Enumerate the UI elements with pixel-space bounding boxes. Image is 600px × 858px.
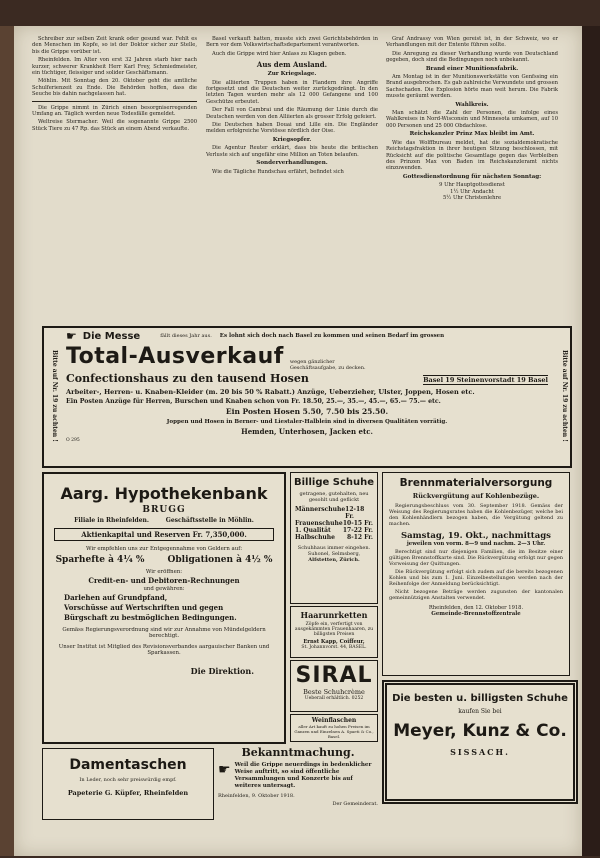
section-heading-ausland: Aus dem Ausland. (256, 60, 328, 70)
ad-siral (290, 660, 378, 712)
bank-text: Wir eröffnen: (145, 569, 183, 575)
shoes-footer: Alfstetten, Zürich. (308, 557, 360, 563)
ad-subtitle: Confectionshaus zu den tausend Hosen (66, 372, 309, 385)
divider (32, 101, 197, 102)
bank-service: Bürgschaft zu bestmöglichen Bedingungen. (64, 613, 237, 622)
news-column-2 (206, 36, 378, 326)
article-paragraph: Graf Andrassy von Wien gereist ist, in der Schweiz, wo er Verhandlungen mit der Entente führen sollte. (386, 36, 558, 49)
meyer-name: Meyer, Kunz & Co. (393, 721, 567, 741)
subheading: Zur Kriegslage. (267, 71, 317, 78)
fuel-signature: Gemeinde-Brennstoffzentrale (431, 611, 521, 617)
article-paragraph: Wie das Wolffbureau meldet, hat die sozialdemokratische Reichstagsfraktion in ihrer heutigen Sitzung beschlossen, mit Rücksicht auf die politische Gesamtlage gegen das Verbleiben des Prinzen Max von Baden im Reichskanzleramt nichts einzuwenden. (386, 139, 558, 172)
bank-text: Gemäss Regierungsverordnung sind wir zur Annahme von Mündelgeldern berechtigt. (62, 627, 266, 639)
ad-brennmaterial (382, 472, 570, 676)
book-spine (0, 26, 14, 856)
pointing-hand-icon: ☛ (66, 329, 77, 343)
subheading: Sonderverhandlungen. (256, 160, 328, 167)
fuel-title: Brennmaterialversorgung (399, 477, 553, 489)
siral-availability: Ueberall erhältlich. 0252 (304, 696, 364, 701)
shoes-price-row: Frauenschuhe 10-15 Fr. (295, 520, 373, 527)
ad-side-label: Bitte auf Nr. 19 zu achten ! (51, 350, 58, 442)
bank-signature: Die Direktion. (190, 666, 254, 676)
ad-weinflaschen (290, 714, 378, 742)
subheading: Wahlkreis. (455, 101, 489, 108)
ad-haarketten (290, 606, 378, 658)
shoes-price-row: Halbschuhe 8-12 Fr. (295, 534, 373, 541)
bank-capital: Aktienkapital und Reserven Fr. 7,350,000. (54, 528, 274, 541)
ad-note: Es lohnt sich doch nach Basel zu kommen und seinen Bedarf im grossen (219, 333, 445, 339)
notice-bekanntmachung (218, 746, 378, 836)
shoes-price-list (295, 506, 373, 541)
shoes-title: Billige Schuhe (293, 477, 375, 488)
bank-text: Unser Institut ist Mitglied des Revisionsverbandes aargauischer Banken und Sparkassen. (58, 644, 270, 656)
fuel-paragraph: Regierungsbeschluss vom 30. September 1918. Gemäss der Weisung des Regierungsrates haben die Kohlenbezüger, welche bei den Kohlenhändlern bezogen haben, die Vergütung geltend zu machen. (389, 503, 563, 527)
hair-title: Haarunrketten (300, 610, 368, 620)
ad-address: Basel 19 Steinenvorstadt 19 Basel (423, 376, 548, 384)
service-item: 9 Uhr Hauptgottesdienst (439, 182, 505, 189)
meyer-city: SISSACH. (450, 747, 510, 757)
article-paragraph: Möhlin. Mit Sonntag den 20. Oktober geht die amtliche Schulferienzeit zu Ende. Die Behörden hoffen, dass die Seuche bis dahin nachgelassen hat. (32, 78, 197, 98)
siral-tagline: Beste Schuhcrème (303, 688, 365, 696)
ad-damentaschen (42, 748, 214, 820)
shoes-price-row: Männerschuhe 12-18 Fr. (295, 506, 365, 520)
damen-title: Damentaschen (69, 757, 187, 773)
fuel-paragraph: Nicht bezogene Beträge werden zugunsten der kantonalen gemeinnützigen Anstalten verwendet. (389, 589, 563, 601)
bank-offer: Sparhefte à 4¼ % (55, 555, 145, 565)
ad-note: fällt dieses Jahr aus. (160, 333, 212, 339)
notice-title: Bekanntmachung. (241, 746, 355, 759)
article-paragraph: Die alliierten Truppen haben in Flandern ihre Angriffe fortgesetzt und die Deutschen weiter zurückgedrängt. In den letzten Tagen wurden mehr als 12 000 Gefangene und 100 Geschütze erbeutet. (206, 79, 378, 105)
article-paragraph: Der Fall von Cambrai und die Räumung der Linie durch die Deutschen werden von den Alliierten als grosser Erfolg gefeiert. (206, 107, 378, 120)
meyer-subline: kaufen Sie bei (458, 708, 502, 715)
fuel-paragraph: Die Rückvergütung erfolgt sich zudem auf die bereits bezogenen Kohlen und bis zum 1. Juni. Einzelbestellungen werden nach der Reihenfolge der Anmeldung berücksichtigt. (389, 569, 563, 587)
article-paragraph: Die Deutschen haben Douai und Lille ein. Die Engländer melden erfolgreiche Vorstösse nördlich der Oise. (206, 122, 378, 135)
shoes-price-row: 1. Qualität 17-22 Fr. (295, 527, 373, 534)
bank-branches: Filiale in Rheinfelden. Geschäftsstelle in Möhlin. (74, 517, 254, 524)
article-paragraph: Die Anregung zu dieser Verhandlung wurde von Deutschland gegeben, doch sind die Bedingungen noch unbekannt. (386, 50, 558, 64)
shoes-note: getragene, gutehalten, neu gesohlt und geflickt (299, 491, 369, 503)
subheading: Gottesdienstordnung für nächsten Sonntag: (402, 173, 542, 180)
fuel-date: Samstag, 19. Okt., nachmittags (401, 531, 551, 541)
fuel-subtitle: Rückvergütung auf Kohlenbezüge. (412, 492, 540, 500)
ad-side-label: Bitte auf Nr. 19 zu achten ! (561, 350, 568, 442)
wine-body: aller Art kauft zu hohen Preisen im Ganzen und Einzelnen A. Spaeti & Co., Basel. (294, 724, 374, 739)
ad-code: O 295 (66, 438, 80, 443)
ad-total-ausverkauf (42, 326, 572, 468)
article-paragraph: Auch die Grippe wird hier Anlass zu Klagen geben. (212, 50, 347, 57)
bank-text: und gewähren: (143, 586, 185, 592)
ad-billige-schuhe (290, 472, 378, 604)
fuel-body (389, 503, 563, 529)
siral-brand: SIRAL (295, 663, 373, 688)
hair-name: Ernst Kapp, Coiffeur, (303, 639, 365, 645)
ad-line: Ein Posten Anzüge für Herren, Burschen und Knaben schon von Fr. 18.50, 25.—, 35.—, 45.—, 65.— 75.— etc. (66, 398, 441, 405)
shoes-footer: Schuhhaus immer eingehen. (297, 545, 371, 551)
fuel-hours: jeweilen von vorm. 8—9 und nachm. 2—3 Uhr. (406, 541, 546, 547)
ad-note: wegen gänzlicher Geschäftsaufgabe, zu decken. (289, 359, 366, 371)
notice-place: Rheinfelden, 9. Oktober 1918. (218, 793, 295, 799)
service-item: 5½ Uhr Christenlehre (442, 194, 502, 201)
ad-line: Joppen und Hosen in Berner- und Liestaler-Halblein sind in diversen Qualitäten vorrätig. (166, 419, 448, 425)
subheading: Brand einer Munitionsfabrik. (425, 65, 519, 72)
article-paragraph: Rheinfelden. Im Alter von erst 32 Jahren starb hier nach kurzer, schwerer Krankheit Herr Karl Frey, Schmiedmeister, ein tüchtiger, fleissiger und solider Geschäftsmann. (32, 57, 197, 77)
article-paragraph: Basel verkauft hatten, musste sich zwei Gerichtsbehörden in Bern vor dem Volkswirtschaftsdepartement verantworten. (206, 36, 378, 49)
wine-title: Weinflaschen (311, 717, 357, 724)
hair-body: Zöpfe ein, verfertigt von ausgekämmten Frauenhaaren, zu billigsten Preisen (294, 622, 374, 637)
damen-body: In Leder, noch sehr preiswürdig empf. (79, 777, 177, 783)
notice-signature: Der Gemeinderat. (332, 801, 378, 807)
newspaper-page (14, 26, 582, 856)
bank-service: Credit-en- und Debitoren-Rechnungen (88, 576, 240, 585)
ad-line: Hemden, Unterhosen, Jacken etc. (241, 427, 373, 436)
damen-shop: Papeterie G. Küpfer, Rheinfelden (67, 789, 189, 797)
ad-intro: Die Messe (82, 330, 141, 342)
news-column-3 (386, 36, 558, 326)
news-column-1 (32, 36, 197, 326)
ad-line: Ein Posten Hosen 5.50, 7.50 bis 25.50. (225, 407, 389, 416)
subheading: Kriegsopfer. (272, 136, 312, 143)
article-paragraph: Die Agentur Reuter erklärt, dass bis heute die britischen Verluste sich auf ungefähr eine Million an Toten belaufen. (206, 145, 378, 158)
hair-street: St. Johannvorst. 44, BASEL. (301, 645, 367, 650)
article-paragraph: Die Grippe nimmt in Zürich einen besorgniserregenden Umfang an. Täglich werden neue Todesfälle gemeldet. (32, 104, 197, 118)
pointing-hand-icon: ☛ (218, 762, 231, 778)
article-paragraph: Schreiber zur selben Zeit krank oder gesund war. Fehlt es den Menschen im Kopfe, so ist der Doktor sicher zur Stelle, bis die Grippe vorüber ist. (32, 36, 197, 55)
notice-body: Weil die Grippe neuerdings in bedenklicher Weise auftritt, so sind öffentliche Versammlungen und Konzerte bis auf weiteres untersagt. (234, 762, 372, 789)
article-paragraph: Am Montag ist in der Munitionswerkstätte von Genfssing ein Brand ausgebrochen. Es gab zahlreiche Verwundete und grossen Sachschaden. Die Explosion hörte man weit herum. Die Fabrik musste geräumt werden. (386, 74, 558, 100)
fuel-place: Rheinfelden, den 12. Oktober 1918. (428, 605, 524, 611)
ad-title: Total-Ausverkauf (66, 344, 284, 369)
bank-city: BRUGG (142, 505, 186, 515)
fuel-paragraph: Berechtigt sind nur diejenigen Familien, die im Besitze einer gültigen Brennstoffkarte sind. Die Rückvergütung erfolgt nur gegen Vorweisung der Quittungen. (389, 549, 563, 567)
service-item: 1½ Uhr Andacht (450, 188, 494, 195)
subheading: Reichskanzler Prinz Max bleibt im Amt. (409, 131, 535, 138)
article-paragraph: Wie die Tägliche Rundschau erfährt, befindet sich (212, 168, 344, 175)
bank-name: Aarg. Hypothekenbank (60, 484, 268, 503)
page-edge (582, 26, 600, 856)
ad-hypothekenbank (42, 472, 286, 744)
bank-service: Vorschüsse auf Wertschriften und gegen (64, 603, 224, 612)
article-paragraph: Weltreise Stermacher. Weil die sogenannte Grippe 2500 Stück Tiere zu 47 Rp. das Stück an einem Abend verkaufte. (32, 119, 197, 132)
article-paragraph: Man schätzt die Zahl der Personen, die infolge eines Wahlkreises in Nord-Wisconsin und Minnesota umkamen, auf 10 000 Personen und 25 000 Obdachlose. (386, 110, 558, 129)
meyer-headline: Die besten u. billigsten Schuhe (392, 693, 568, 704)
fuel-body (389, 549, 563, 603)
ad-line: Arbeiter-, Herren- u. Knaben-Kleider (m. 20 bis 50 % Rabatt.) Anzüge, Ueberzieher, Ulster, Joppen, Hosen etc. (66, 388, 475, 396)
bank-offer: Obligationen à 4½ % (167, 555, 273, 565)
ad-meyer-kunz (382, 680, 578, 804)
bank-text: Wir empfehlen uns zur Entgegennahme von Geldern auf: (85, 546, 243, 552)
shoes-footer: Suhonel, Selmsberg, (307, 551, 361, 557)
bank-service: Darlehen auf Grundpfand, (64, 593, 168, 602)
